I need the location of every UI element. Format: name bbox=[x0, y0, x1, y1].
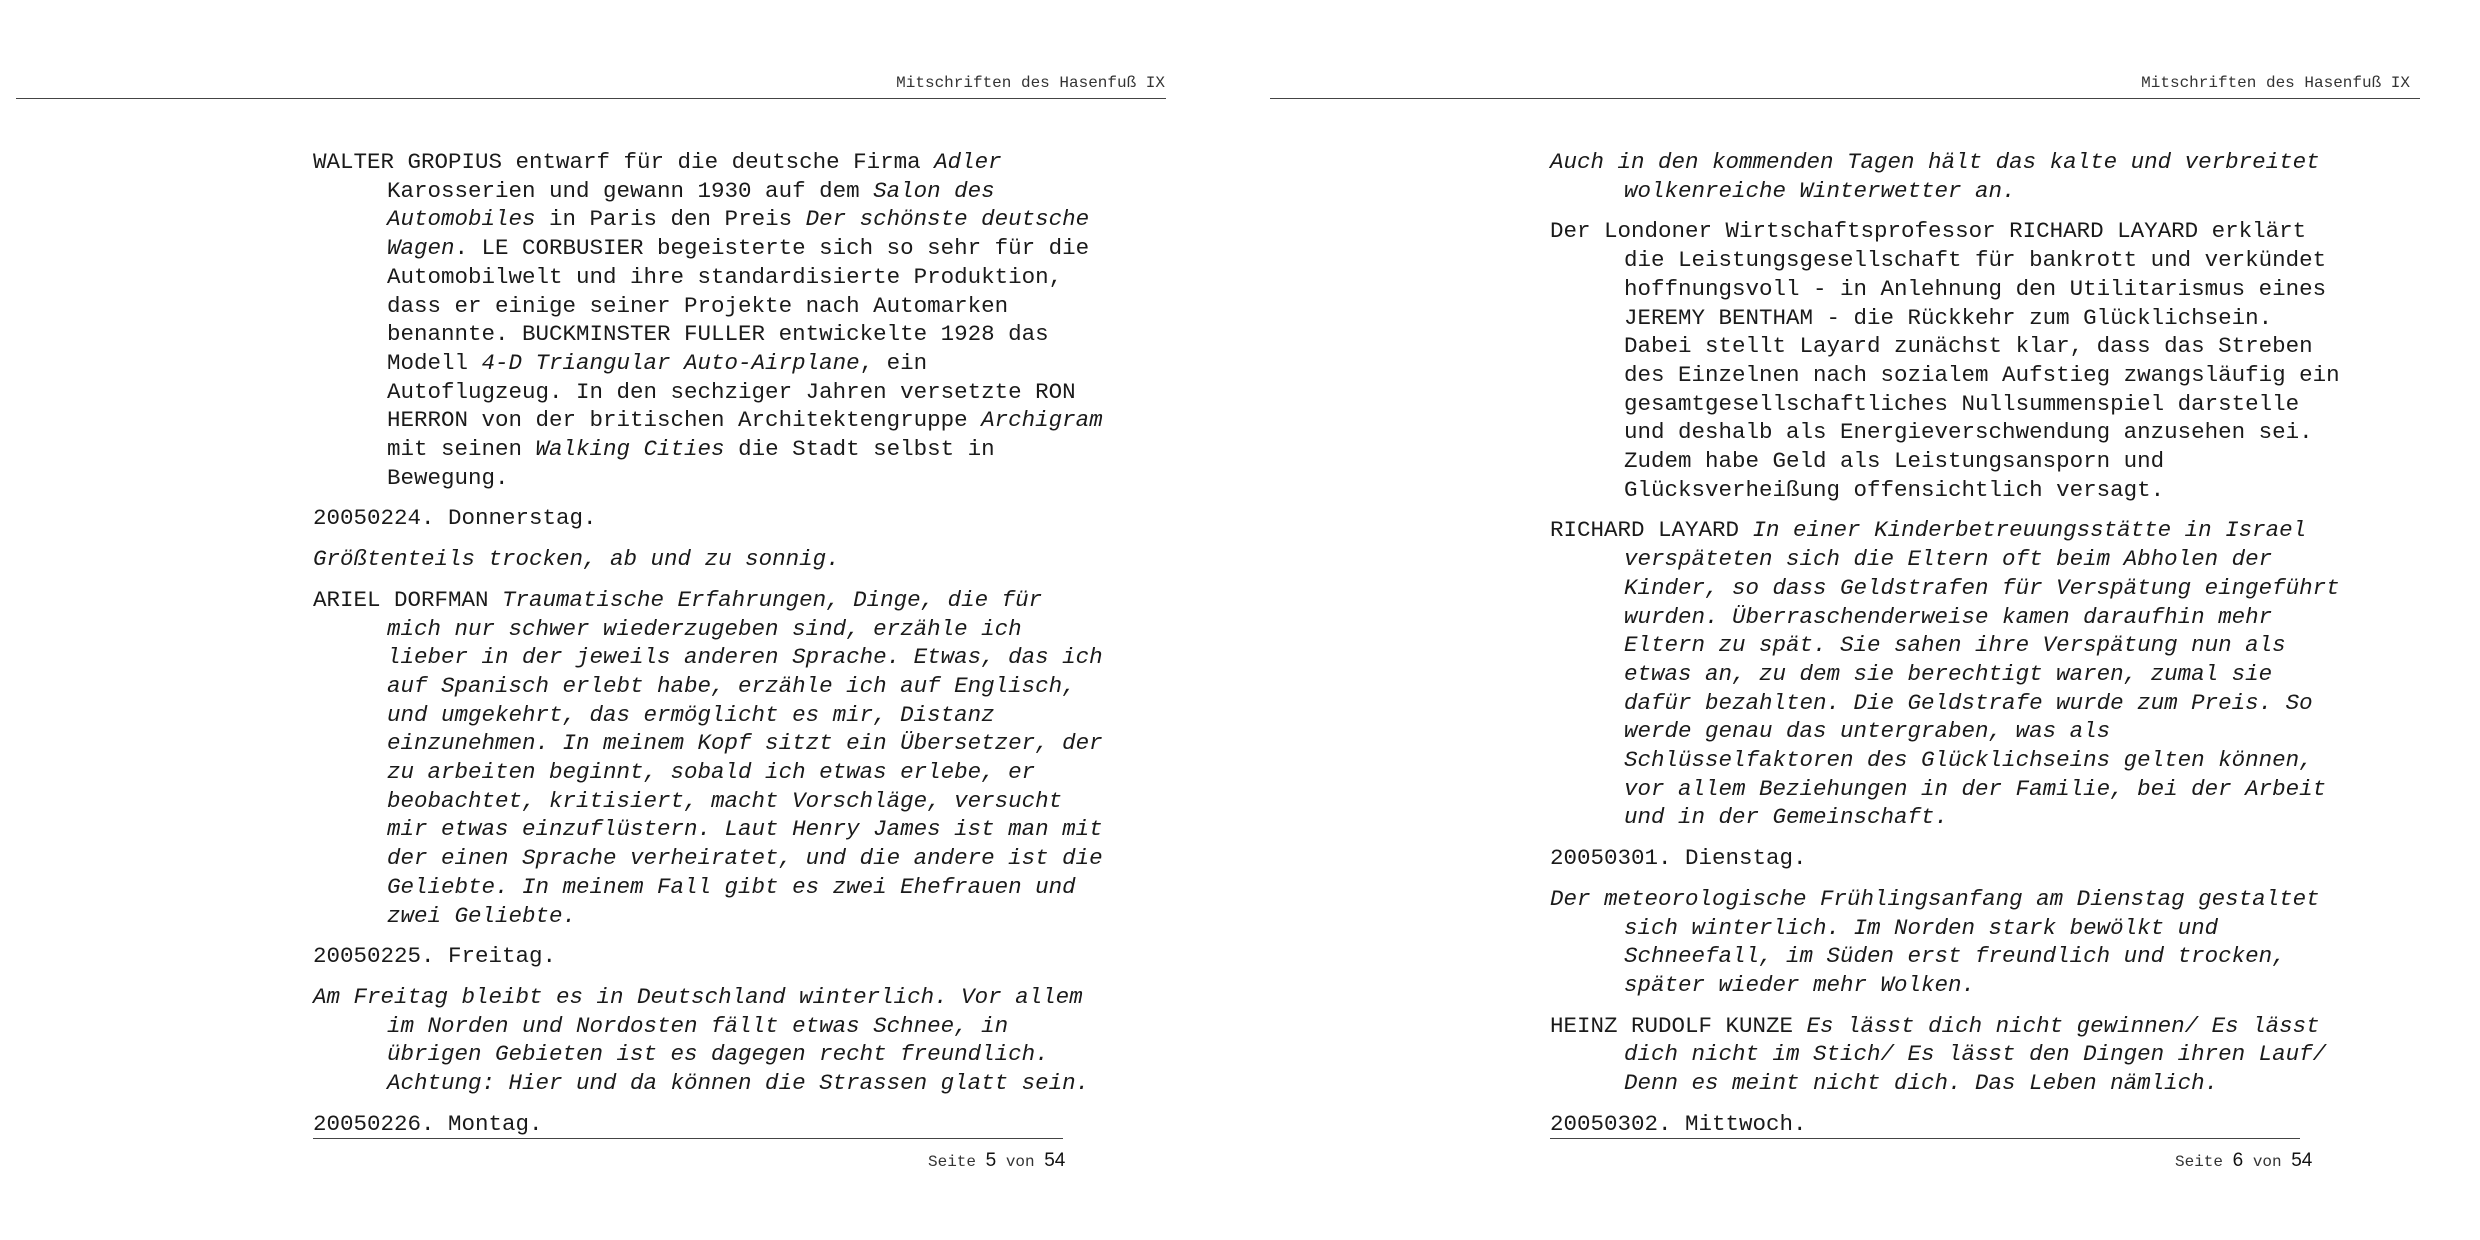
journal-entry bbox=[1550, 1110, 2340, 1139]
text-run: ARIEL DORFMAN bbox=[313, 586, 503, 613]
journal-entry bbox=[313, 942, 1103, 971]
running-header: Mitschriften des Hasenfuß IX bbox=[2141, 74, 2410, 92]
footer-von-label: von bbox=[2252, 1153, 2282, 1171]
text-run: . LE CORBUSIER begeisterte sich so sehr für die Automobilwelt und ihre standardisierte Produktion, dass er einige seiner Projekte nach Automarken benannte. BUCKMINSTER FULLER entwickelte 1928 das Modell bbox=[387, 235, 1090, 376]
page-right bbox=[1240, 0, 2480, 1240]
text-run: mit seinen bbox=[387, 436, 536, 463]
text-run: 20050225. Freitag. bbox=[313, 943, 557, 970]
journal-entry bbox=[313, 504, 1103, 533]
italic-text: Adler bbox=[934, 149, 1002, 175]
journal-entry bbox=[1550, 516, 2340, 832]
italic-text: Walking Cities bbox=[535, 436, 725, 463]
italic-text: Auch in den kommenden Tagen hält das kalte und verbreitet wolkenreiche Winterwetter an. bbox=[1550, 149, 2320, 204]
text-run: 20050226. Montag. bbox=[313, 1110, 543, 1137]
text-run: 20050301. Dienstag. bbox=[1550, 845, 1807, 872]
italic-text: Salon des Automobiles bbox=[387, 177, 995, 233]
footer-page-num: 6 bbox=[2232, 1150, 2244, 1171]
running-header: Mitschriften des Hasenfuß IX bbox=[896, 74, 1165, 92]
footer-seite-label: Seite bbox=[2175, 1153, 2224, 1171]
journal-entry bbox=[313, 1110, 1103, 1139]
footer-rule bbox=[1550, 1138, 2300, 1139]
italic-text: Archigram bbox=[981, 407, 1103, 434]
italic-text: In einer Kinderbetreuungsstätte in Israel verspäteten sich die Eltern oft beim Abholen der Kinder, so dass Geldstrafen für Verspätung eingeführt wurden. Überraschenderweise kamen daraufhin mehr Eltern zu spät. Sie sahen ihre Verspätung nun als etwas an, zu dem sie berechtigt waren, zumal sie dafür bezahlten. Die Geldstrafe wurde zum Preis. So werde genau das untergraben, was als Schlüsselfaktoren des Glücklichseins gelten können, vor allem Beziehungen in der Familie, bei der Arbeit und in der Gemeinschaft. bbox=[1624, 517, 2340, 831]
text-run: RICHARD LAYARD bbox=[1550, 517, 1753, 544]
italic-text: Der schönste deutsche Wagen bbox=[387, 206, 1090, 262]
page-number bbox=[928, 1150, 1065, 1172]
footer-rule bbox=[313, 1138, 1063, 1139]
text-run: 20050224. Donnerstag. bbox=[313, 505, 597, 532]
journal-entry bbox=[313, 148, 1103, 492]
text-run: HEINZ RUDOLF KUNZE bbox=[1550, 1012, 1807, 1039]
journal-entry bbox=[313, 545, 1103, 574]
text-run: 20050302. Mittwoch. bbox=[1550, 1110, 1807, 1137]
italic-text: Am Freitag bleibt es in Deutschland winterlich. Vor allem im Norden und Nordosten fällt etwas Schnee, in übrigen Gebieten ist es dagegen recht freundlich. Achtung: Hier und da können die Strassen glatt sein. bbox=[313, 983, 1090, 1097]
text-run: WALTER GROPIUS entwarf für die deutsche Firma bbox=[313, 149, 935, 175]
page-body bbox=[1550, 148, 2340, 1151]
italic-text: Der meteorologische Frühlingsanfang am Dienstag gestaltet sich winterlich. Im Norden stark bewölkt und Schneefall, im Süden erst freundlich und trocken, später wieder mehr Wolken. bbox=[1550, 885, 2320, 998]
page-body bbox=[313, 148, 1103, 1151]
text-run: Karosserien und gewann 1930 auf dem bbox=[387, 177, 874, 204]
italic-text: Traumatische Erfahrungen, Dinge, die für mich nur schwer wiederzugeben sind, erzähle ich lieber in der jeweils anderen Sprache. Etwas, das ich auf Spanisch erlebt habe, erzähle ich auf Englisch, und umgekehrt, das ermöglicht es mir, Distanz einzunehmen. In meinem Kopf sitzt ein Übersetzer, der zu arbeiten beginnt, sobald ich etwas erlebe, er beobachtet, kritisiert, macht Vorschläge, versucht mir etwas einzuflüstern. Laut Henry James ist man mit der einen Sprache verheiratet, und die andere ist die Geliebte. In meinem Fall gibt es zwei Ehefrauen und zwei Geliebte. bbox=[387, 586, 1103, 929]
italic-text: Es lässt dich nicht gewinnen/ Es lässt dich nicht im Stich/ Es lässt den Dingen ihren Lauf/ Denn es meint nicht dich. Das Leben nämlich. bbox=[1624, 1012, 2327, 1097]
footer-seite-label: Seite bbox=[928, 1153, 977, 1171]
text-run: die Stadt selbst in Bewegung. bbox=[387, 436, 995, 491]
journal-entry bbox=[1550, 148, 2340, 205]
text-run: Der Londoner Wirtschaftsprofessor RICHARD LAYARD erklärt die Leistungsgesellschaft für bankrott und verkündet hoffnungsvoll - in Anlehnung den Utilitarismus eines JEREMY BENTHAM - die Rückkehr zum Glücklichsein. Dabei stellt Layard zunächst klar, dass das Streben des Einzelnen nach sozialem Aufstieg zwangsläufig ein gesamtgesellschaftliches Nullsummenspiel darstelle und deshalb als Energieverschwendung anzusehen sei. Zudem habe Geld als Leistungsansporn und Glücksverheißung offensichtlich versagt. bbox=[1550, 218, 2340, 503]
journal-entry bbox=[1550, 885, 2340, 1000]
text-run: , ein Autoflugzeug. In den sechziger Jahren versetzte RON HERRON von der britischen Architektengruppe bbox=[387, 349, 1076, 434]
footer-page-total: 54 bbox=[1044, 1150, 1066, 1171]
page-number bbox=[2175, 1150, 2312, 1172]
journal-entry bbox=[313, 983, 1103, 1098]
text-run: in Paris den Preis bbox=[535, 206, 806, 233]
journal-entry bbox=[1550, 217, 2340, 504]
footer-page-num: 5 bbox=[985, 1150, 997, 1171]
footer-von-label: von bbox=[1005, 1153, 1035, 1171]
header-rule bbox=[16, 98, 1166, 99]
journal-entry bbox=[1550, 1012, 2340, 1098]
italic-text: Größtenteils trocken, ab und zu sonnig. bbox=[313, 546, 840, 573]
header-rule bbox=[1270, 98, 2420, 99]
italic-text: 4-D Triangular Auto-Airplane bbox=[481, 349, 860, 376]
footer-page-total: 54 bbox=[2291, 1150, 2313, 1171]
journal-entry bbox=[1550, 844, 2340, 873]
journal-entry bbox=[313, 586, 1103, 930]
